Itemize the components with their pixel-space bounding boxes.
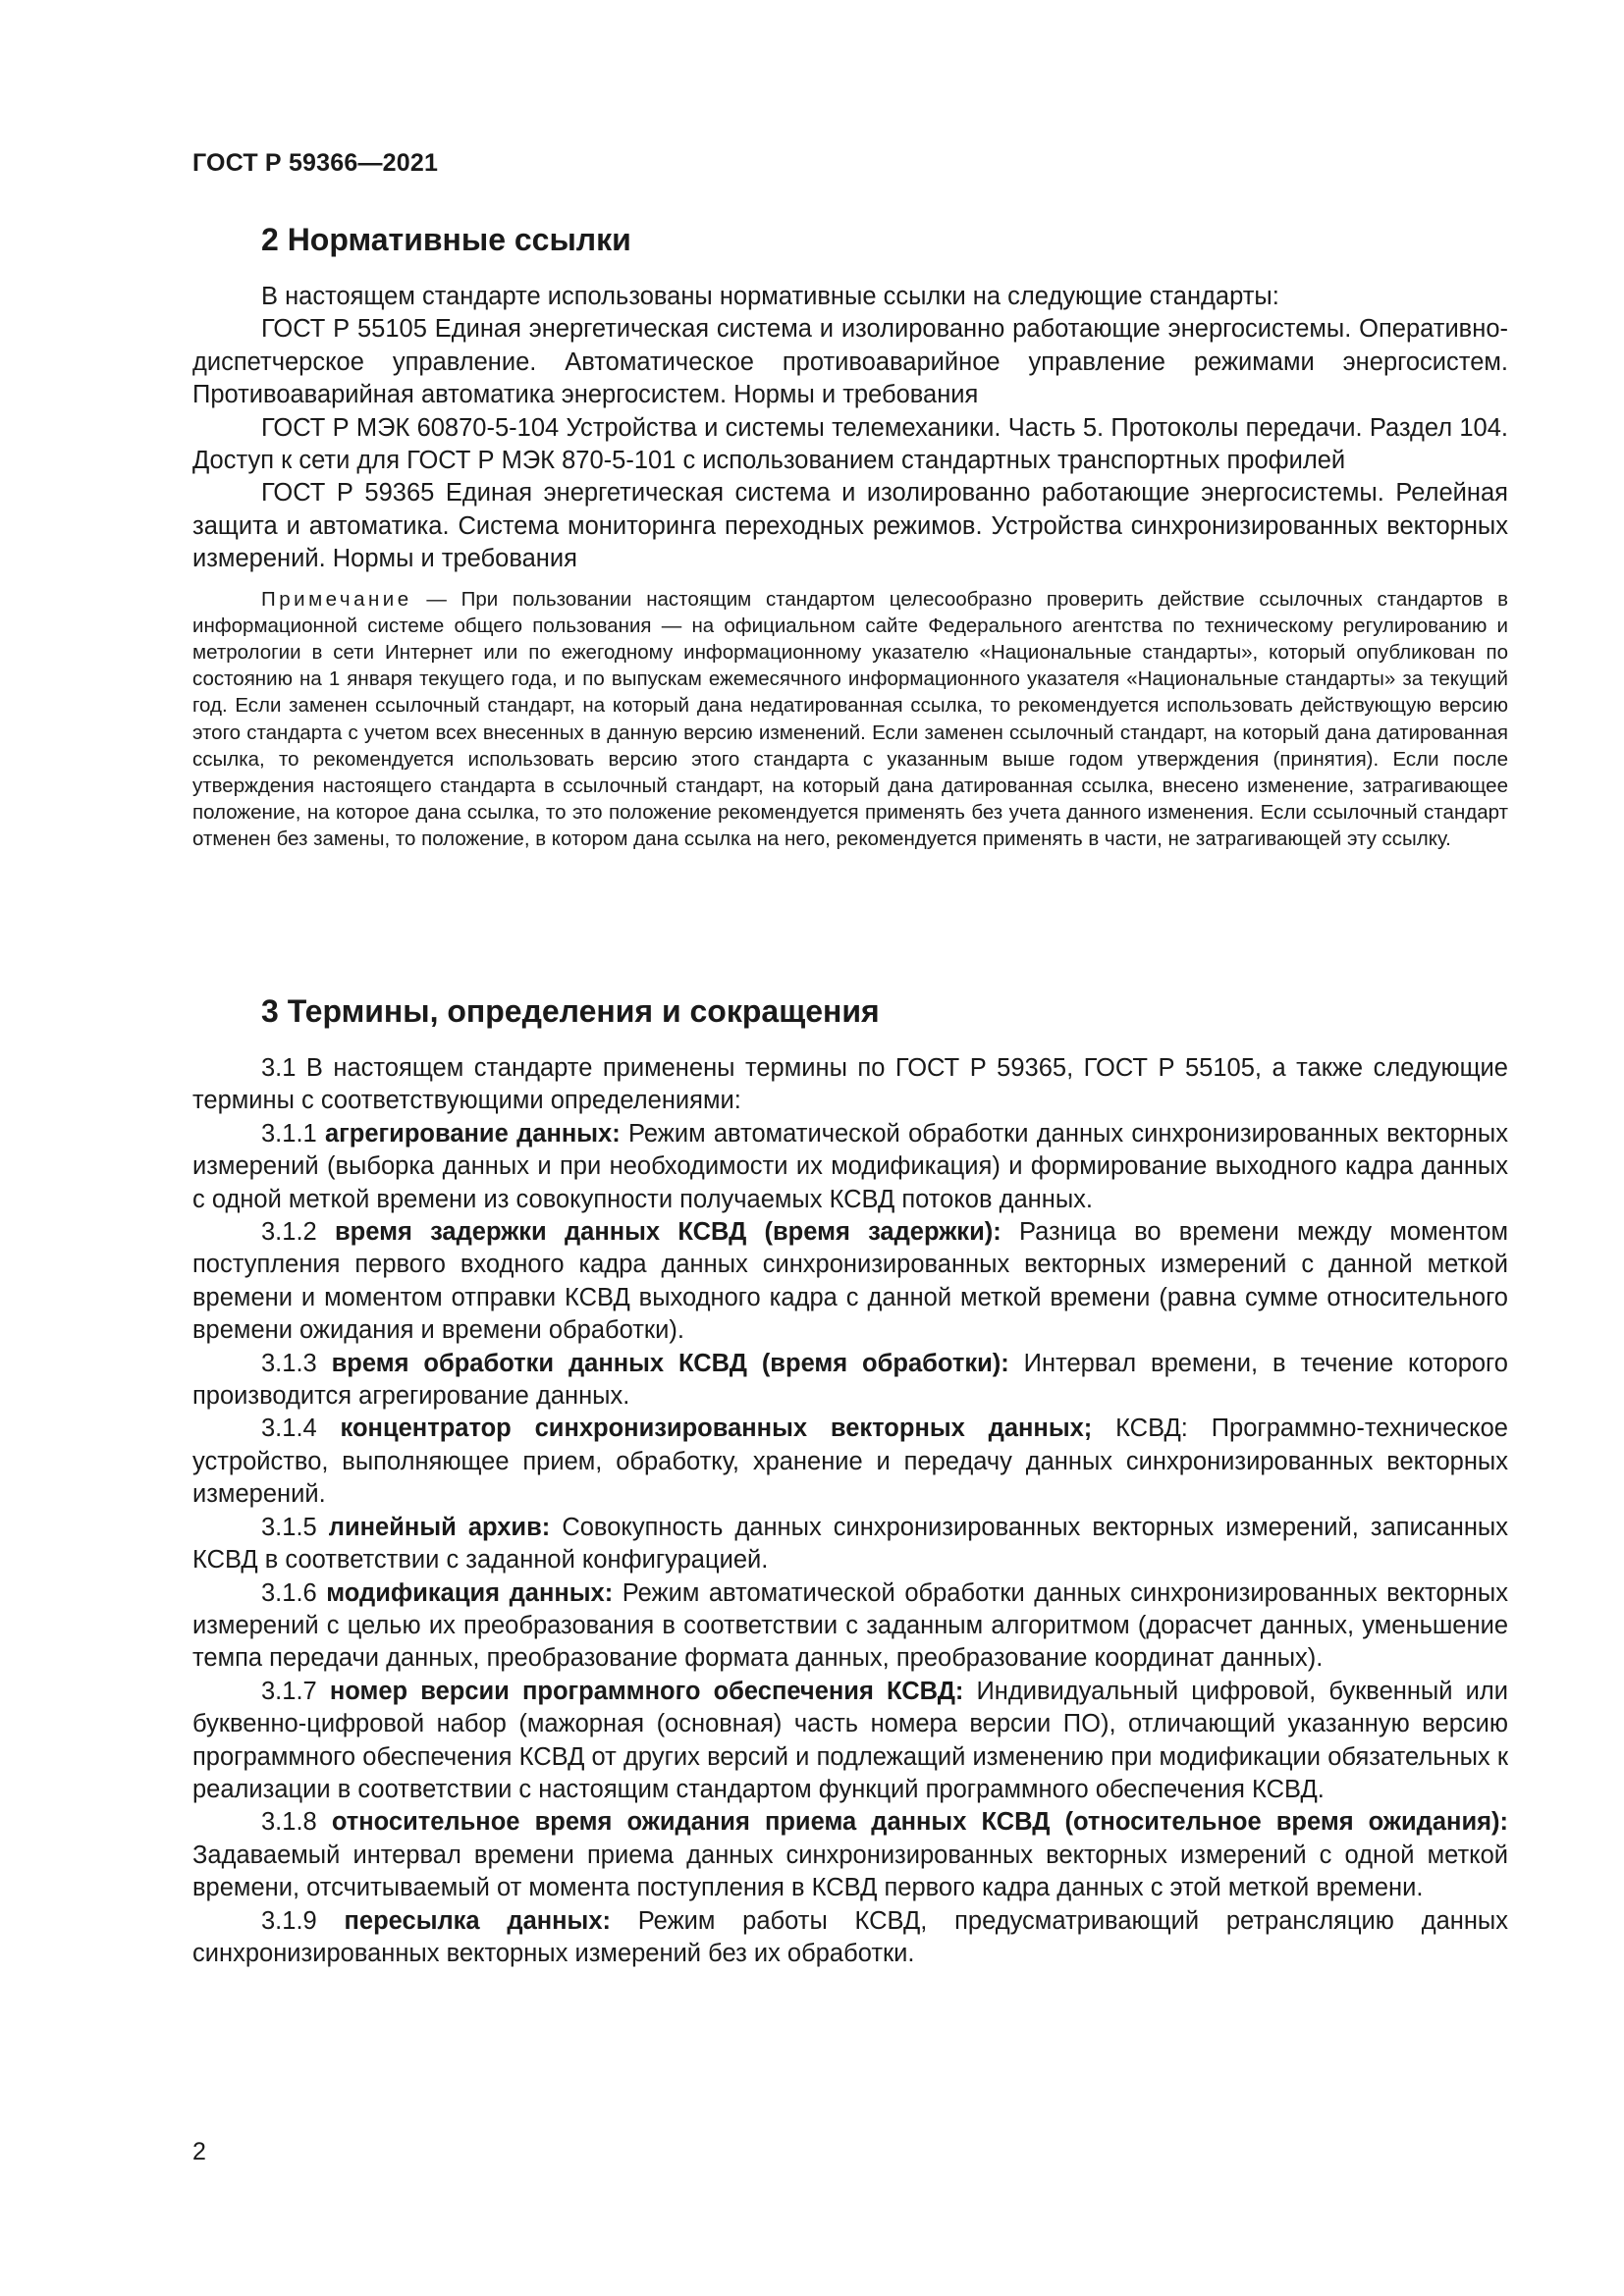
term-definition: [192, 1905, 1508, 1971]
section-3-title: 3 Термины, определения и сокращения: [261, 993, 880, 1029]
reference-item: ГОСТ Р 55105 Единая энергетическая система и изолированно работающие энергосистемы. Оперативно-диспетчерское управление. Автоматическое противоаварийное управление режимами энергосистем. Противоаварийная автоматика энергосистем. Нормы и требования: [192, 315, 1508, 409]
term-text: КСВД: Программно-техническое устройство, выполняющее прием, обработку, хранение и передачу данных синхронизированных векторных измерений.: [192, 1415, 1508, 1509]
term-name: пересылка данных:: [344, 1906, 612, 1935]
document-header: ГОСТ Р 59366—2021: [192, 149, 439, 177]
term-text: Разница во времени между моментом поступления первого входного кадра данных синхронизированных векторных измерений с данной меткой времени и моментом отправки КСВД выходного кадра с данной меткой времени (равна сумме относительного времени ожидания и времени обработки).: [192, 1218, 1508, 1345]
term-text: Совокупность данных синхронизированных векторных измерений, записанных КСВД в соответствии с заданной конфигурацией.: [192, 1513, 1508, 1575]
term-name: модификация данных:: [326, 1578, 614, 1607]
page-number: 2: [192, 2138, 206, 2165]
section-terms-definitions: [192, 991, 1508, 1970]
term-definition: [192, 1512, 1508, 1577]
term-number: 3.1.7: [261, 1677, 330, 1705]
term-number: 3.1.4: [261, 1415, 341, 1443]
reference-item: ГОСТ Р 59365 Единая энергетическая система и изолированно работающие энергосистемы. Релейная защита и автоматика. Система мониторинга переходных режимов. Устройства синхронизированных векторных измерений. Нормы и требования: [192, 479, 1508, 573]
note-paragraph: [192, 586, 1508, 853]
term-definition: [192, 1348, 1508, 1414]
note-text: — При пользовании настоящим стандартом целесообразно проверить действие ссылочных стандартов в информационной системе общего пользования — на официальном сайте Федерального агентства по техническому регулированию и метрологии в сети Интернет или по ежегодному информационному указателю «Национальные стандарты», который опубликован по состоянию на 1 января текущего года, и по выпускам ежемесячного информационного указателя «Национальные стандарты» за текущий год. Если заменен ссылочный стандарт, на который дана недатированная ссылка, то рекомендуется использовать действующую версию этого стандарта с учетом всех внесенных в данную версию изменений. Если заменен ссылочный стандарт, на который дана датированная ссылка, то рекомендуется использовать версию этого стандарта с указанным выше годом утверждения (принятия). Если после утверждения настоящего стандарта в ссылочный стандарт, на который дана датированная ссылка, внесено изменение, затрагивающее положение, на которое дана ссылка, то это положение рекомендуется применять без учета данного изменения. Если ссылочный стандарт отменен без замены, то положение, в котором дана ссылка на него, рекомендуется применять в части, не затрагивающей эту ссылку.: [192, 587, 1508, 851]
note-label: Примечание: [261, 587, 412, 611]
term-definition: [192, 1118, 1508, 1216]
term-name: линейный архив:: [328, 1513, 551, 1541]
section-2-title: 2 Нормативные ссылки: [261, 222, 631, 257]
term-definition: [192, 1806, 1508, 1904]
term-text: Режим автоматической обработки данных синхронизированных векторных измерений (выборка данных и при необходимости их модификация) и формирование выходного кадра данных с одной меткой времени из совокупности получаемых КСВД потоков данных.: [192, 1119, 1508, 1213]
term-text: Интервал времени, в течение которого производится агрегирование данных.: [192, 1349, 1508, 1411]
term-definition: [192, 1676, 1508, 1807]
term-name: время задержки данных КСВД (время задержки):: [334, 1218, 1001, 1247]
term-number: 3.1.9: [261, 1906, 345, 1935]
term-number: 3.1.8: [261, 1808, 332, 1837]
term-text: Режим работы КСВД, предусматривающий ретрансляцию данных синхронизированных векторных измерений без их обработки.: [192, 1906, 1508, 1967]
term-number: 3.1.2: [261, 1218, 335, 1247]
term-name: номер версии программного обеспечения КСВД:: [329, 1677, 964, 1705]
term-name: время обработки данных КСВД (время обработки):: [331, 1349, 1009, 1377]
term-name: концентратор синхронизированных векторных данных;: [340, 1415, 1093, 1443]
term-number: 3.1.1: [261, 1119, 325, 1148]
reference-item: ГОСТ Р МЭК 60870-5-104 Устройства и системы телемеханики. Часть 5. Протоколы передачи. Раздел 104. Доступ к сети для ГОСТ Р МЭК 870-5-101 с использованием стандартных транспортных профилей: [192, 413, 1508, 475]
section-normative-references: [192, 220, 1508, 853]
term-number: 3.1.6: [261, 1578, 327, 1607]
term-text: Индивидуальный цифровой, буквенный или буквенно-цифровой набор (мажорная (основная) часть номера версии ПО), отличающий указанную версию программного обеспечения КСВД от других версий и подлежащий изменению при модификации обязательных к реализации в соответствии с настоящим стандартом функций программного обеспечения КСВД.: [192, 1677, 1508, 1803]
term-definition: [192, 1216, 1508, 1348]
term-number: 3.1.5: [261, 1513, 329, 1541]
term-text: Режим автоматической обработки данных синхронизированных векторных измерений с целью их преобразования в соответствии с заданным алгоритмом (дорасчет данных, уменьшение темпа передачи данных, преобразование формата данных, преобразование координат данных).: [192, 1578, 1508, 1673]
section-2-intro: В настоящем стандарте использованы нормативные ссылки на следующие стандарты:: [261, 283, 1279, 310]
term-definition: [192, 1577, 1508, 1676]
term-name: агрегирование данных:: [325, 1119, 621, 1148]
term-number: 3.1.3: [261, 1349, 332, 1377]
section-3-intro: 3.1 В настоящем стандарте применены термины по ГОСТ Р 59365, ГОСТ Р 55105, а также следующие термины с соответствующими определениями:: [192, 1054, 1508, 1115]
term-definition: [192, 1413, 1508, 1511]
term-name: относительное время ожидания приема данных КСВД (относительное время ожидания):: [331, 1808, 1508, 1837]
term-text: Задаваемый интервал времени приема данных синхронизированных векторных измерений с одной меткой времени, отсчитываемый от момента поступления в КСВД первого кадра данных с этой меткой времени.: [192, 1841, 1508, 1902]
